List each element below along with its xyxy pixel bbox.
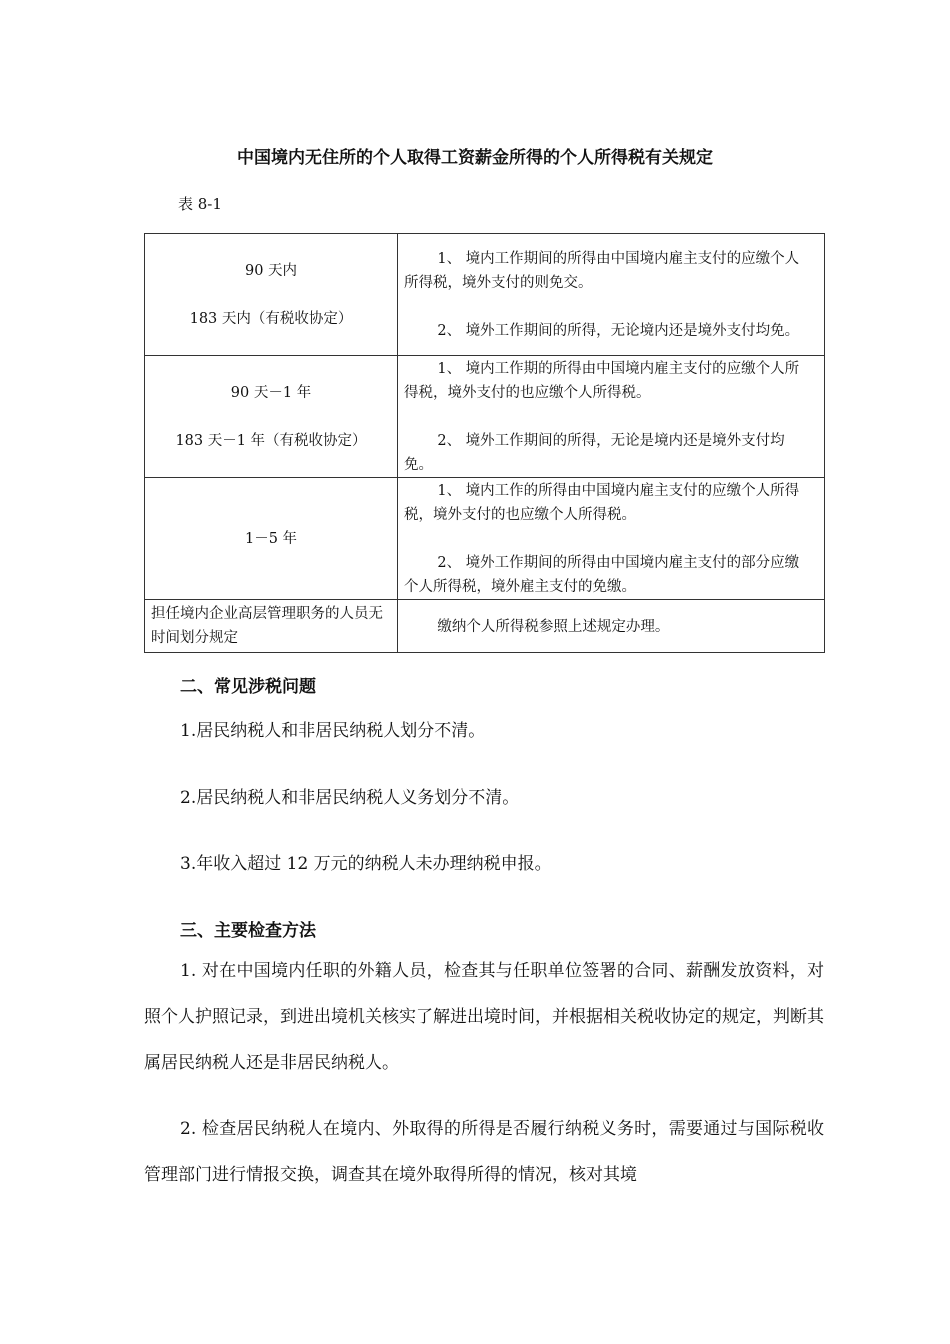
table-label: 表 8-1 xyxy=(178,195,222,213)
rule-cell xyxy=(398,600,825,653)
rule-cell xyxy=(398,356,825,478)
body-paragraph: 1. 对在中国境内任职的外籍人员，检查其与任职单位签署的合同、薪酬发放资料，对照个人护照记录，到进出境机关核实了解进出境时间，并根据相关税收协定的规定，判断其属居民纳税人还是非居民纳税人。 xyxy=(144,961,824,1073)
list-item: 1.居民纳税人和非居民纳税人划分不清。 xyxy=(180,721,486,741)
period-text: 183 天－1 年（有税收协定） xyxy=(175,432,367,449)
rule-cell xyxy=(398,234,825,356)
rule-text: 2、 境外工作期间的所得，无论境内还是境外支付均免。 xyxy=(437,322,800,339)
rule-text: 1、 境内工作期间的所得由中国境内雇主支付的应缴个人所得税，境外支付的则免交。 xyxy=(404,250,800,291)
rule-text: 缴纳个人所得税参照上述规定办理。 xyxy=(437,619,670,635)
rule-cell xyxy=(398,478,825,600)
table-row xyxy=(145,478,825,600)
section2-heading: 二、常见涉税问题 xyxy=(180,677,316,697)
list-item: 3.年收入超过 12 万元的纳税人未办理纳税申报。 xyxy=(180,854,552,874)
period-cell xyxy=(145,234,398,356)
period-text: 1－5 年 xyxy=(244,530,298,547)
period-cell xyxy=(145,600,398,653)
body-paragraph: 2. 检查居民纳税人在境内、外取得的所得是否履行纳税义务时，需要通过与国际税收管理部门进行情报交换，调查其在境外取得所得的情况，核对其境 xyxy=(144,1119,824,1185)
period-text: 90 天－1 年 xyxy=(230,384,312,401)
rule-text: 1、 境内工作期的所得由中国境内雇主支付的应缴个人所得税，境外支付的也应缴个人所得税。 xyxy=(404,360,800,401)
rule-text: 2、 境外工作期间的所得由中国境内雇主支付的部分应缴个人所得税，境外雇主支付的免缴。 xyxy=(404,554,800,595)
list-item: 2.居民纳税人和非居民纳税人义务划分不清。 xyxy=(180,788,520,808)
period-cell xyxy=(145,478,398,600)
period-cell xyxy=(145,356,398,478)
section3-heading: 三、主要检查方法 xyxy=(180,921,316,941)
rule-text: 1、 境内工作的所得由中国境内雇主支付的应缴个人所得税，境外支付的也应缴个人所得税。 xyxy=(404,482,800,523)
table-row xyxy=(145,356,825,478)
period-text: 90 天内 xyxy=(244,262,298,279)
rule-text: 2、 境外工作期间的所得，无论是境内还是境外支付均免。 xyxy=(404,432,785,473)
table-row xyxy=(145,234,825,356)
period-text: 183 天内（有税收协定） xyxy=(189,310,353,327)
tax-rules-table xyxy=(144,233,825,653)
document-title: 中国境内无住所的个人取得工资薪金所得的个人所得税有关规定 xyxy=(237,148,713,168)
table-row xyxy=(145,600,825,653)
period-text: 担任境内企业高层管理职务的人员无时间划分规定 xyxy=(151,606,383,646)
